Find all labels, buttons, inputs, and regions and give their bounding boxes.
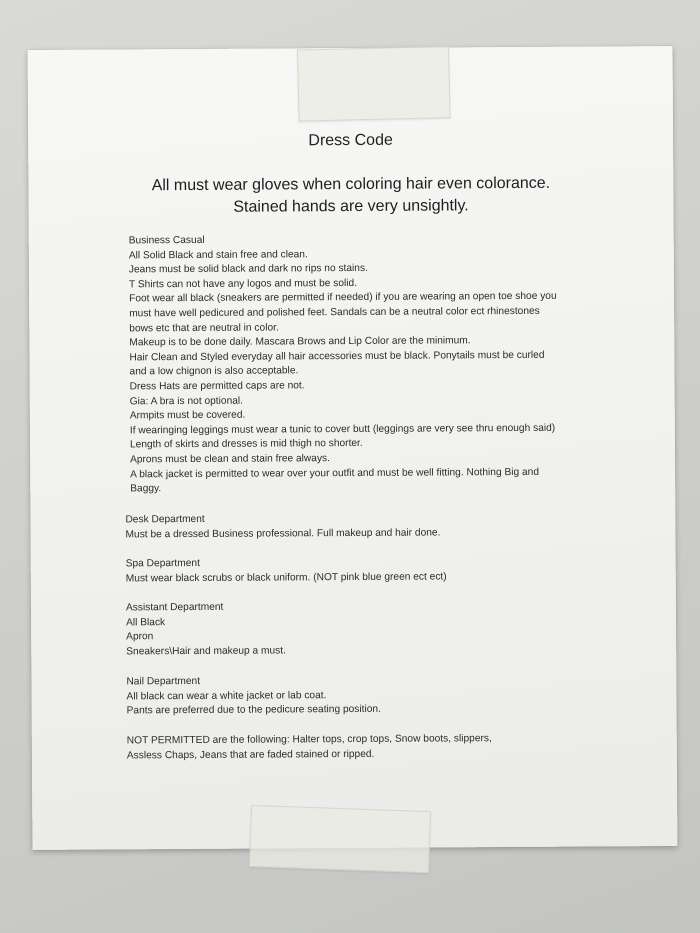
text-line: Must wear black scrubs or black uniform. (NOT pink blue green ect ect): [125, 571, 447, 584]
text-line: Assless Chaps, Jeans that are faded stained or ripped.: [126, 748, 375, 761]
headline-line: All must wear gloves when coloring hair even colorance.: [151, 174, 551, 195]
text-line: Must be a dressed Business professional. Full makeup and hair done.: [125, 527, 441, 540]
section-heading: Business Casual: [128, 234, 205, 247]
spa-department-section: [126, 555, 447, 586]
not-permitted-section: [127, 732, 492, 763]
text-line: Armpits must be covered.: [129, 409, 246, 422]
text-line: All Black: [126, 616, 166, 628]
text-line: Dress Hats are permitted caps are not.: [129, 380, 305, 393]
text-line: and a low chignon is also acceptable.: [129, 365, 299, 378]
headline-line: Stained hands are very unsightly.: [233, 197, 469, 216]
nail-department-section: [126, 674, 381, 719]
text-line: NOT PERMITTED are the following: Halter tops, crop tops, Snow boots, slippers,: [126, 733, 492, 747]
text-line: T Shirts can not have any logos and must be solid.: [128, 277, 358, 291]
text-line: Hair Clean and Styled everyday all hair accessories must be black. Ponytails must be curled: [129, 349, 545, 364]
text-line: All black can wear a white jacket or lab coat.: [126, 689, 327, 702]
section-heading: Nail Department: [126, 675, 201, 688]
text-line: Aprons must be clean and stain free always.: [130, 453, 331, 466]
text-line: Baggy.: [130, 483, 162, 495]
section-heading: Assistant Department: [125, 601, 224, 614]
page-title: Dress Code: [308, 131, 393, 150]
business-casual-section: [129, 232, 558, 497]
text-line: Sneakers\Hair and makeup a must.: [126, 645, 286, 658]
tape-bottom: [249, 805, 431, 873]
paper-sheet: [28, 46, 678, 850]
section-heading: Spa Department: [125, 557, 200, 570]
text-line: Foot wear all black (sneakers are permitted if needed) if you are wearing an open toe shoe you: [129, 291, 557, 305]
assistant-department-section: [126, 600, 286, 659]
text-line: bows etc that are neutral in color.: [129, 322, 279, 334]
text-line: A black jacket is permitted to wear over your outfit and must be well fitting. Nothing Big and: [130, 466, 540, 480]
text-line: Length of skirts and dresses is mid thigh no shorter.: [129, 438, 363, 451]
section-heading: Desk Department: [125, 513, 205, 526]
text-line: Apron: [126, 631, 154, 643]
text-line: All Solid Black and stain free and clean.: [128, 248, 308, 261]
desk-department-section: [125, 511, 440, 542]
text-line: Pants are preferred due to the pedicure seating position.: [126, 704, 381, 717]
tape-top: [297, 46, 451, 122]
text-line: Jeans must be solid black and dark no rips no stains.: [128, 263, 368, 276]
headline: [28, 172, 673, 220]
text-line: Gia: A bra is not optional.: [129, 395, 244, 407]
text-line: must have well pedicured and polished feet. Sandals can be a neutral color ect rhinestones: [129, 305, 540, 320]
text-line: If wearinging leggings must wear a tunic to cover butt (leggings are very see thru enough said): [129, 422, 556, 437]
text-line: Makeup is to be done daily. Mascara Brows and Lip Color are the minimum.: [129, 335, 471, 349]
